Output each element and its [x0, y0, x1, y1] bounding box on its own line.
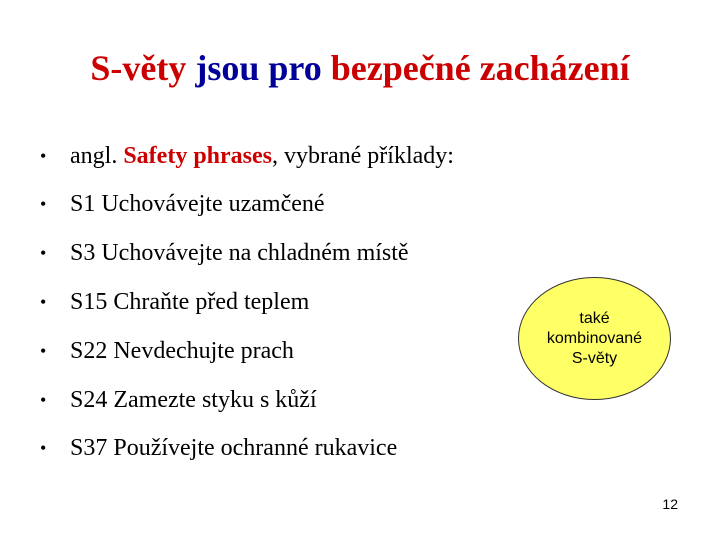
bullet-text: S24 Zamezte styku s kůží [70, 387, 317, 413]
bullet-icon: • [40, 292, 47, 312]
bullet-icon: • [40, 438, 47, 458]
bullet-text: S1 Uchovávejte uzamčené [70, 191, 325, 217]
bullet-icon: • [40, 146, 47, 166]
bullet-text: S22 Nevdechujte prach [70, 338, 294, 364]
slide-title [0, 46, 720, 90]
bullet-item-safety-phrases [40, 136, 454, 176]
bullet-icon: • [40, 341, 47, 361]
bullet-icon: • [40, 390, 47, 410]
bullet-prefix: angl. [70, 143, 124, 169]
bullet-icon: • [40, 243, 47, 263]
bullet-text: S3 Uchovávejte na chladném místě [70, 240, 409, 266]
title-part-s-vety: S-věty [90, 48, 196, 88]
page-number: 12 [662, 496, 678, 512]
callout-ellipse [518, 277, 671, 400]
bullet-item-s37 [40, 428, 397, 468]
title-part-jsou-pro: jsou pro [195, 48, 322, 88]
bullet-item-s3 [40, 233, 409, 273]
callout-line-2: kombinované [546, 329, 643, 347]
bullet-suffix: , vybrané příklady: [272, 143, 454, 169]
callout-line-1: také [579, 309, 610, 327]
bullet-item-s24 [40, 380, 317, 420]
bullet-text: S37 Používejte ochranné rukavice [70, 435, 398, 461]
title-part-bezpecne: bezpečné zacházení [321, 48, 630, 88]
bullet-item-s15 [40, 282, 309, 322]
callout-line-3: S-věty [571, 349, 618, 367]
bullet-text: S15 Chraňte před teplem [70, 289, 310, 315]
bullet-item-s1 [40, 184, 325, 224]
bullet-item-s22 [40, 331, 294, 371]
bullet-icon: • [40, 194, 47, 214]
bullet-emphasis: Safety phrases [123, 143, 272, 169]
